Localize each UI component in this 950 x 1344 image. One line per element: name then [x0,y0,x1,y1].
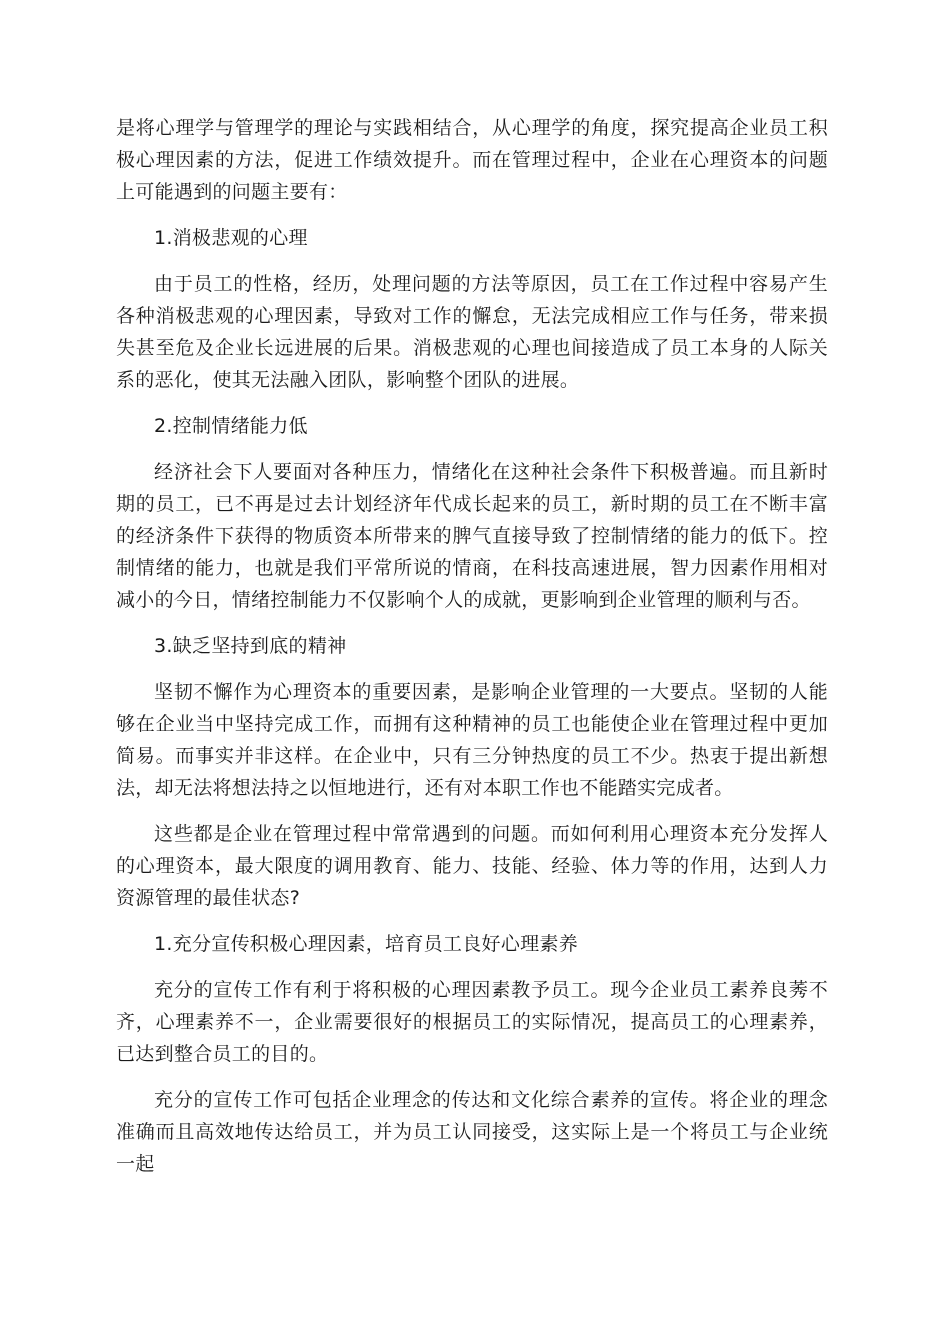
paragraph-negative-psychology: 由于员工的性格，经历，处理问题的方法等原因，员工在工作过程中容易产生各种消极悲观的心理因素，导致对工作的懈怠，无法完成相应工作与任务，带来损失甚至危及企业长远进展的后果。消极悲观的心理也间接造成了员工本身的人际关系的恶化，使其无法融入团队，影响整个团队的进展。 [116,273,828,391]
heading-emotion-control: 2.控制情绪能力低 [154,415,308,437]
document-body [116,112,828,1194]
heading-negative-psychology: 1.消极悲观的心理 [154,227,308,249]
paragraph-intro: 是将心理学与管理学的理论与实践相结合，从心理学的角度，探究提高企业员工积极心理因素的方法，促进工作绩效提升。而在管理过程中，企业在心理资本的问题上可能遇到的问题主要有： [116,117,828,203]
paragraph-promote-positive: 充分的宣传工作有利于将积极的心理因素教予员工。现今企业员工素养良莠不齐，心理素养不一，企业需要很好的根据员工的实际情况，提高员工的心理素养，已达到整合员工的目的。 [116,979,828,1065]
paragraph-emotion-control: 经济社会下人要面对各种压力，情绪化在这种社会条件下积极普遍。而且新时期的员工，已不再是过去计划经济年代成长起来的员工，新时期的员工在不断丰富的经济条件下获得的物质资本所带来的脾气直接导致了控制情绪的能力的低下。控制情绪的能力，也就是我们平常所说的情商，在科技高速进展，智力因素作用相对减小的今日，情绪控制能力不仅影响个人的成就，更影响到企业管理的顺利与否。 [116,461,828,611]
heading-promote-positive: 1.充分宣传积极心理因素，培育员工良好心理素养 [154,933,579,955]
paragraph-publicity: 充分的宣传工作可包括企业理念的传达和文化综合素养的宣传。将企业的理念准确而且高效地传达给员工，并为员工认同接受，这实际上是一个将员工与企业统一起 [116,1089,828,1175]
heading-perseverance: 3.缺乏坚持到底的精神 [154,635,347,657]
paragraph-summary: 这些都是企业在管理过程中常常遇到的问题。而如何利用心理资本充分发挥人的心理资本，最大限度的调用教育、能力、技能、经验、体力等的作用，达到人力资源管理的最佳状态? [116,823,828,909]
paragraph-perseverance: 坚韧不懈作为心理资本的重要因素，是影响企业管理的一大要点。坚韧的人能够在企业当中坚持完成工作，而拥有这种精神的员工也能使企业在管理过程中更加简易。而事实并非这样。在企业中，只有三分钟热度的员工不少。热衷于提出新想法，却无法将想法持之以恒地进行，还有对本职工作也不能踏实完成者。 [116,681,828,799]
